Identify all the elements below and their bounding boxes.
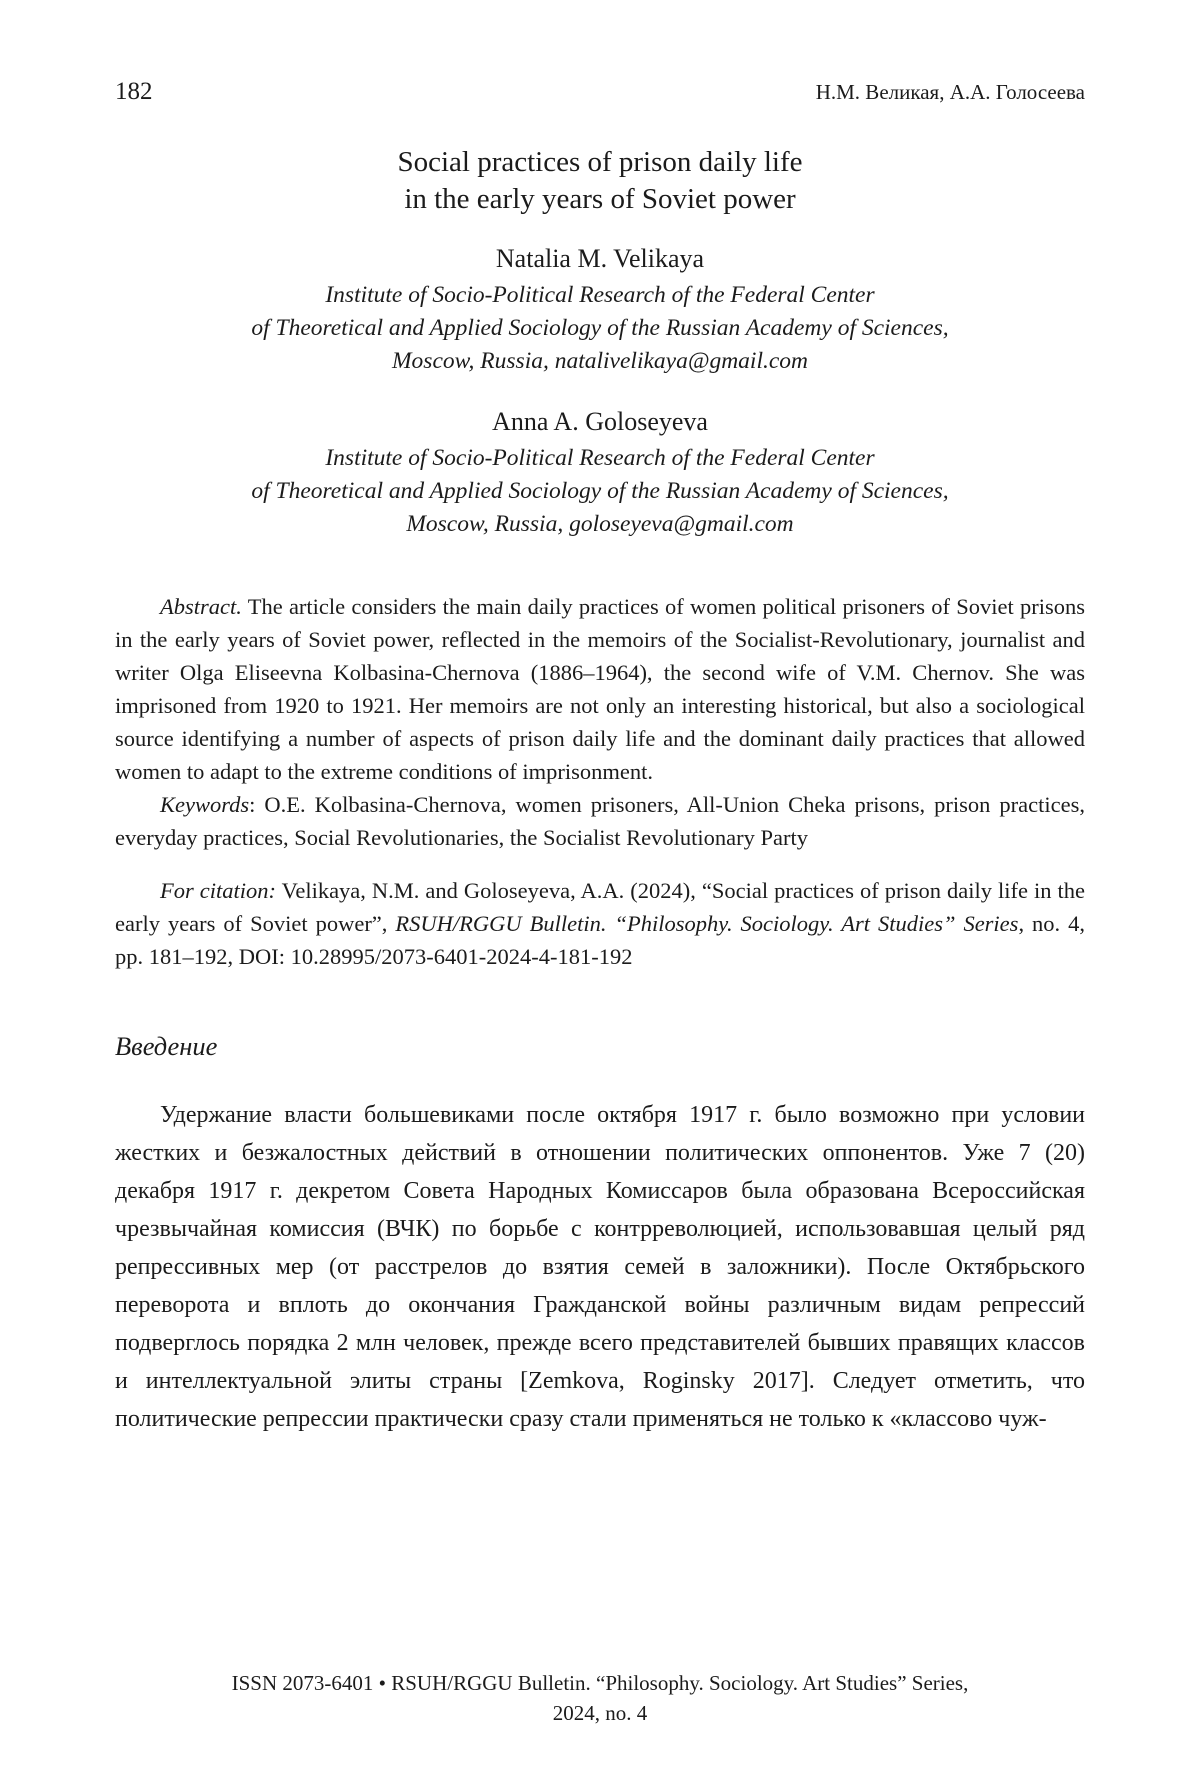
author-name: Anna A. Goloseyeva [492, 407, 708, 436]
affiliation-line: of Theoretical and Applied Sociology of the Russian Academy of Sciences, [251, 315, 949, 341]
author-block-2 [115, 405, 1085, 541]
citation-text: Velikaya, N.M. and Goloseyeva, A.A. (2024), “Social practices of prison daily life in the early years of Soviet power”, [115, 878, 1085, 936]
running-header [115, 78, 1085, 106]
author-affiliation [115, 279, 1085, 378]
author-email: Moscow, Russia, natalivelikaya@gmail.com [391, 348, 809, 374]
footer-line-1: ISSN 2073-6401 • RSUH/RGGU Bulletin. “Philosophy. Sociology. Art Studies” Series, [231, 1671, 969, 1695]
keywords-paragraph [115, 788, 1085, 854]
citation-label: For citation: [160, 878, 276, 903]
keywords-label: Keywords [160, 792, 250, 817]
abstract-paragraph [115, 590, 1085, 788]
citation-paragraph [115, 874, 1085, 973]
affiliation-line: Institute of Socio-Political Research of the Federal Center [325, 282, 875, 308]
author-email: Moscow, Russia, goloseyeva@gmail.com [406, 511, 794, 537]
citation-doi: , no. 4, pp. 181–192, DOI: 10.28995/2073-6401-2024-4-181-192 [115, 911, 1086, 969]
article-meta [115, 590, 1085, 973]
affiliation-line: Institute of Socio-Political Research of the Federal Center [325, 445, 875, 471]
author-block-1 [115, 242, 1085, 378]
page-number: 182 [115, 78, 153, 105]
intro-paragraph: Удержание власти большевиками после октября 1917 г. было возможно при условии жестких и безжалостных действий в отношении политических оппонентов. Уже 7 (20) декабря 1917 г. декретом Совета Народных Комиссаров была образована Всероссийская чрезвычайная комиссия (ВЧК) по борьбе с контрреволюцией, использовавшая целый ряд репрессивных мер (от расстрелов до взятия семей в заложники). После Октябрьского переворота и вплоть до окончания Гражданской войны различным видам репрессий подверглось порядка 2 млн человек, прежде всего представителей бывших правящих классов и интеллектуальной элиты страны [Zemkova, Roginsky 2017]. Следует отметить, что политические репрессии практически сразу стали применяться не только к «классово чуж- [115, 1102, 1085, 1432]
running-head-authors: Н.М. Великая, А.А. Голосеева [815, 80, 1085, 104]
abstract-label: Abstract. [160, 594, 242, 619]
keywords-text: : O.E. Kolbasina-Chernova, women prisoners, All-Union Cheka prisons, prison practices, everyday practices, Social Revolutionaries, the Socialist Revolutionary Party [115, 792, 1085, 850]
journal-footer [115, 1668, 1085, 1780]
author-affiliation [115, 442, 1085, 541]
article-title-line-2: in the early years of Soviet power [404, 183, 796, 215]
article-title-line-1: Social practices of prison daily life [397, 146, 803, 178]
affiliation-line: of Theoretical and Applied Sociology of the Russian Academy of Sciences, [251, 478, 949, 504]
article-title [115, 144, 1085, 218]
citation-journal: RSUH/RGGU Bulletin. “Philosophy. Sociology. Art Studies” Series [395, 911, 1019, 936]
section-heading-introduction: Введение [115, 1031, 218, 1061]
author-name: Natalia M. Velikaya [495, 244, 705, 273]
abstract-text: The article considers the main daily practices of women political prisoners of Soviet prisons in the early years of Soviet power, reflected in the memoirs of the Socialist-Revolutionary, journalist and writer Olga Eliseevna Kolbasina-Chernova (1886–1964), the second wife of V.M. Chernov. She was imprisoned from 1920 to 1921. Her memoirs are not only an interesting historical, but also a sociological source identifying a number of aspects of prison daily life and the dominant daily practices that allowed women to adapt to the extreme conditions of imprisonment. [115, 594, 1085, 784]
footer-line-2: 2024, no. 4 [552, 1701, 648, 1725]
